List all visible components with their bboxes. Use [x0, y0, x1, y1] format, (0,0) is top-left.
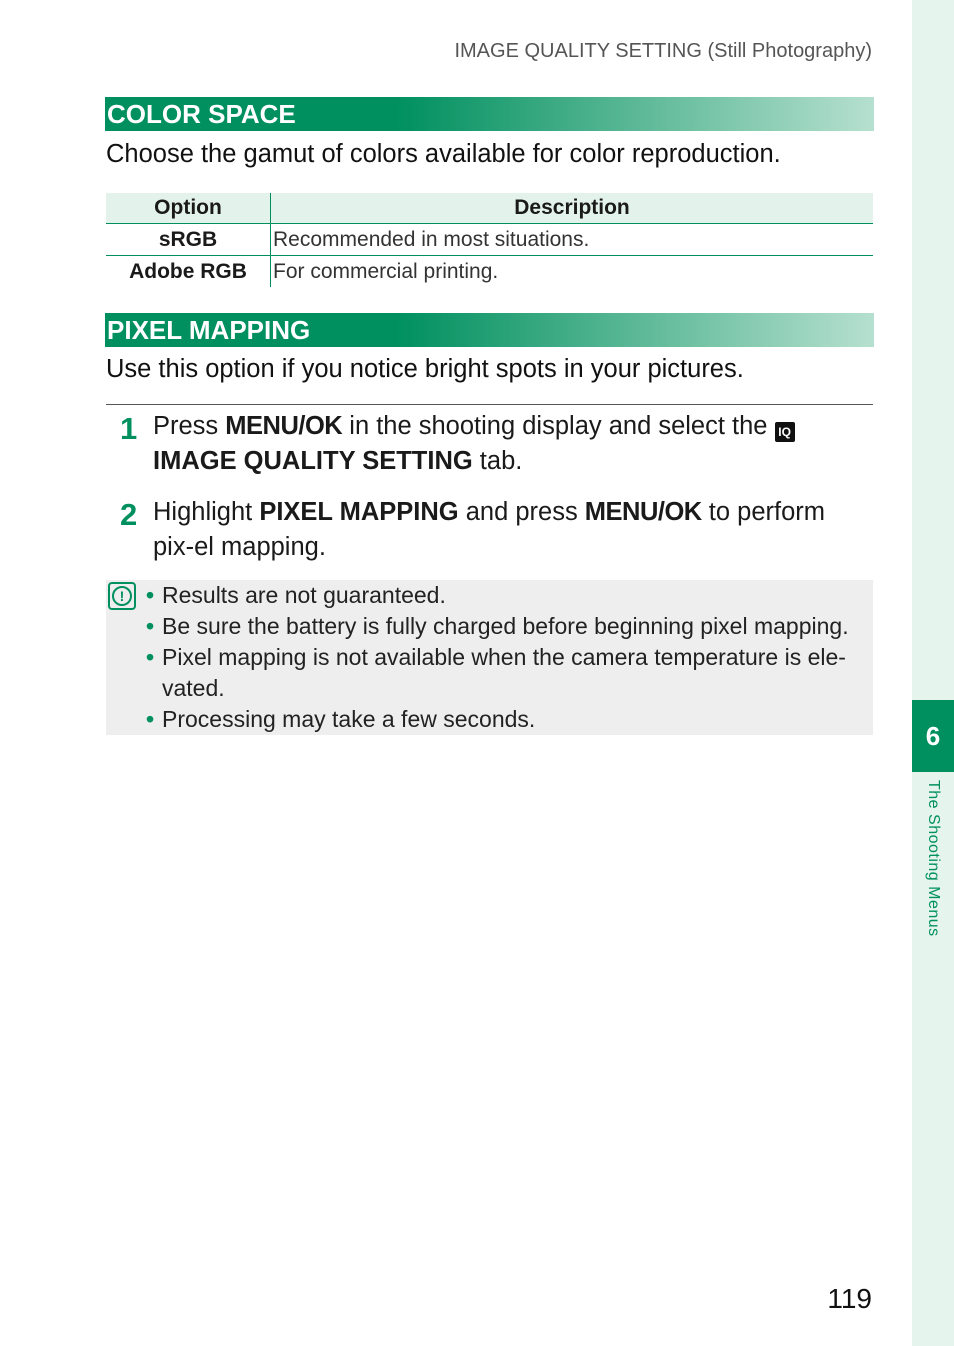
table-header-option: Option: [106, 193, 271, 224]
table-cell-option: Adobe RGB: [106, 256, 271, 288]
menu-name: PIXEL MAPPING: [259, 498, 459, 526]
step-number: 2: [120, 497, 138, 532]
table-cell-option: sRGB: [106, 224, 271, 256]
caution-icon: !: [108, 582, 136, 610]
menu-name: IMAGE QUALITY SETTING: [153, 447, 473, 475]
image-quality-icon: IQ: [775, 422, 795, 442]
list-item: • Processing may take a few seconds.: [146, 704, 873, 735]
note-list: [146, 580, 873, 735]
step-text: Highlight: [153, 498, 260, 526]
table-cell-description: For commercial printing.: [273, 259, 499, 283]
table-row: [106, 256, 873, 288]
page-number: 119: [827, 1283, 872, 1314]
caution-note: [106, 580, 873, 735]
table-row: [106, 224, 873, 256]
step-1: [106, 409, 873, 479]
step-text: to perform pix-el mapping.: [153, 498, 826, 561]
step-2: [106, 495, 873, 565]
list-item: • Results are not guaranteed.: [146, 580, 873, 611]
table-header-row: [106, 193, 873, 224]
steps-list: [106, 404, 873, 565]
pixel-mapping-heading: [105, 313, 874, 347]
menu-ok-key: MENU/OK: [584, 498, 702, 526]
table-header-description: Description: [271, 193, 874, 224]
list-item: • Be sure the battery is fully charged before beginning pixel mapping.: [146, 611, 873, 642]
table-cell-description: Recommended in most situations.: [271, 224, 874, 256]
step-number: 1: [120, 411, 138, 446]
step-text: and press: [458, 498, 585, 526]
menu-ok-key: MENU/OK: [225, 412, 343, 440]
step-text: Press: [153, 412, 226, 440]
pixel-mapping-lead: Use this option if you notice bright spots in your pictures.: [106, 355, 744, 383]
running-head: IMAGE QUALITY SETTING (Still Photography): [454, 40, 872, 62]
chapter-title: [912, 780, 954, 980]
chapter-number: 6: [925, 720, 941, 751]
color-space-heading-text: COLOR SPACE: [107, 98, 296, 129]
side-strip: [912, 0, 954, 1346]
color-space-table: [106, 193, 873, 287]
pixel-mapping-heading-text: PIXEL MAPPING: [107, 314, 311, 345]
color-space-lead: Choose the gamut of colors available for color reproduction.: [106, 140, 781, 168]
step-text: in the shooting display and select the: [342, 412, 775, 440]
chapter-title-text: The Shooting Menus: [925, 780, 942, 937]
color-space-heading: [105, 97, 874, 131]
chapter-tab: [912, 700, 954, 772]
step-text: tab.: [472, 447, 523, 475]
list-item: • Pixel mapping is not available when the camera temperature is ele-vated.: [146, 642, 873, 704]
